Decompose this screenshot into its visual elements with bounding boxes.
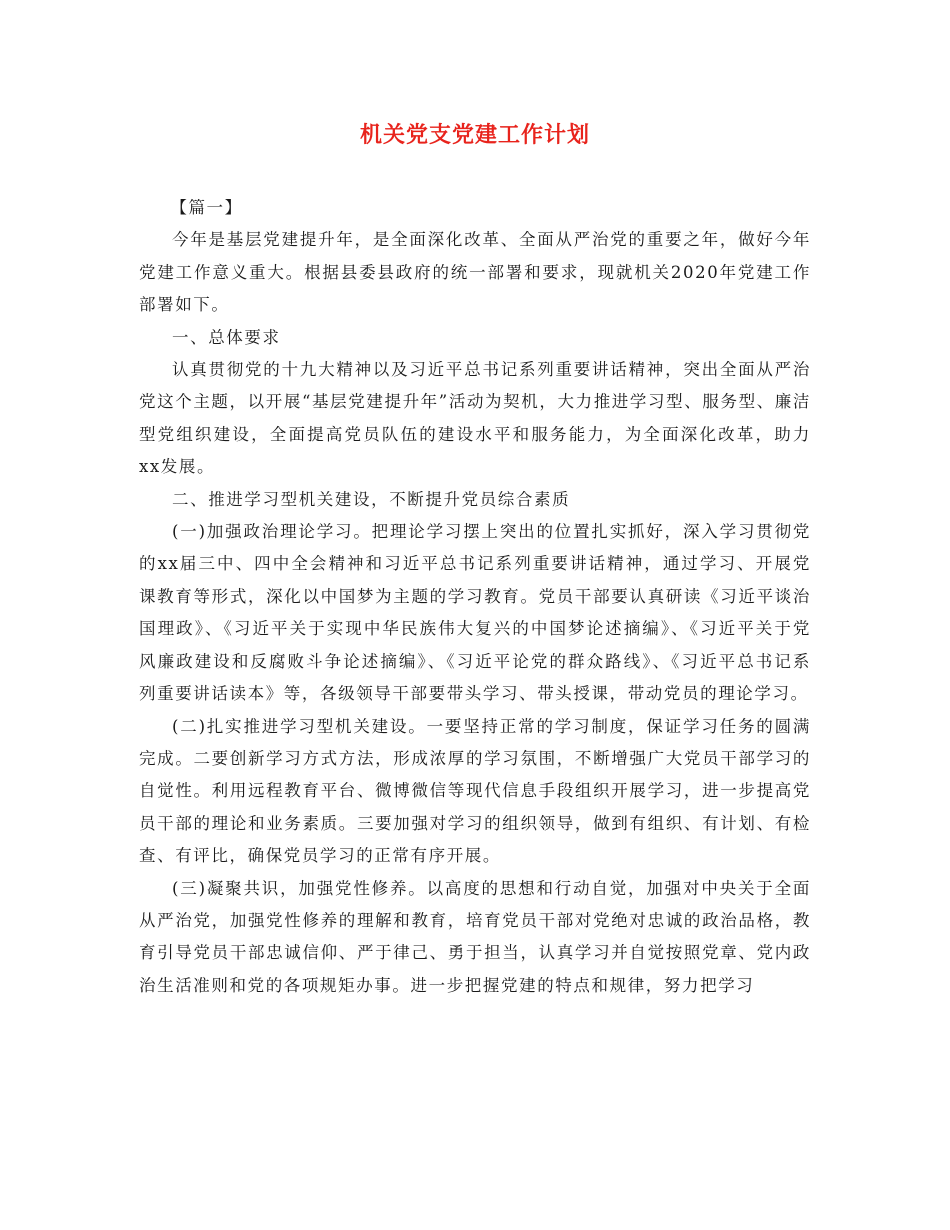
paragraph-theory-study: (一)加强政治理论学习。把理论学习摆上突出的位置扎实抓好，深入学习贯彻党的xx届三中、四中全会精神和习近平总书记系列重要讲话精神，通过学习、开展党课教育等形式，深化以中国梦为主题的学习教育。党员干部要认真研读《习近平谈治国理政》、《习近平关于实现中华民族伟大复兴的中国梦论述摘编》、《习近平关于党风廉政建设和反腐败斗争论述摘编》、《习近平论党的群众路线》、《习近平总书记系列重要讲话读本》等，各级领导干部要带头学习、带头授课，带动党员的理论学习。 <box>139 522 811 704</box>
intro-paragraph: 今年是基层党建提升年，是全面深化改革、全面从严治党的重要之年，做好今年党建工作意义重大。根据县委县政府的统一部署和要求，现就机关2020年党建工作部署如下。 <box>139 230 811 315</box>
paragraph-learning-organization: (二)扎实推进学习型机关建设。一要坚持正常的学习制度，保证学习任务的圆满完成。二要创新学习方式方法，形成浓厚的学习氛围，不断增强广大党员干部学习的自觉性。利用远程教育平台、微博微信等现代信息手段组织开展学习，进一步提高党员干部的理论和业务素质。三要加强对学习的组织领导，做到有组织、有计划、有检查、有评比，确保党员学习的正常有序开展。 <box>139 716 811 866</box>
document-body <box>139 192 811 1002</box>
heading-general-requirements: 一、总体要求 <box>172 327 281 347</box>
section-label: 【篇一】 <box>170 198 243 217</box>
general-requirements-paragraph: 认真贯彻党的十九大精神以及习近平总书记系列重要讲话精神，突出全面从严治党这个主题，以开展“基层党建提升年”活动为契机，大力推进学习型、服务型、廉洁型党组织建设，全面提高党员队伍的建设水平和服务能力，为全面深化改革，助力xx发展。 <box>139 360 811 477</box>
document-title: 机关党支党建工作计划 <box>359 122 590 148</box>
heading-learning-organization: 二、推进学习型机关建设，不断提升党员综合素质 <box>172 489 571 509</box>
paragraph-party-spirit: (三)凝聚共识，加强党性修养。以高度的思想和行动自觉，加强对中央关于全面从严治党，加强党性修养的理解和教育，培育党员干部对党绝对忠诚的政治品格，教育引导党员干部忠诚信仰、严于律己、勇于担当，认真学习并自觉按照党章、党内政治生活准则和党的各项规矩办事。进一步把握党建的特点和规律，努力把学习 <box>139 878 811 995</box>
